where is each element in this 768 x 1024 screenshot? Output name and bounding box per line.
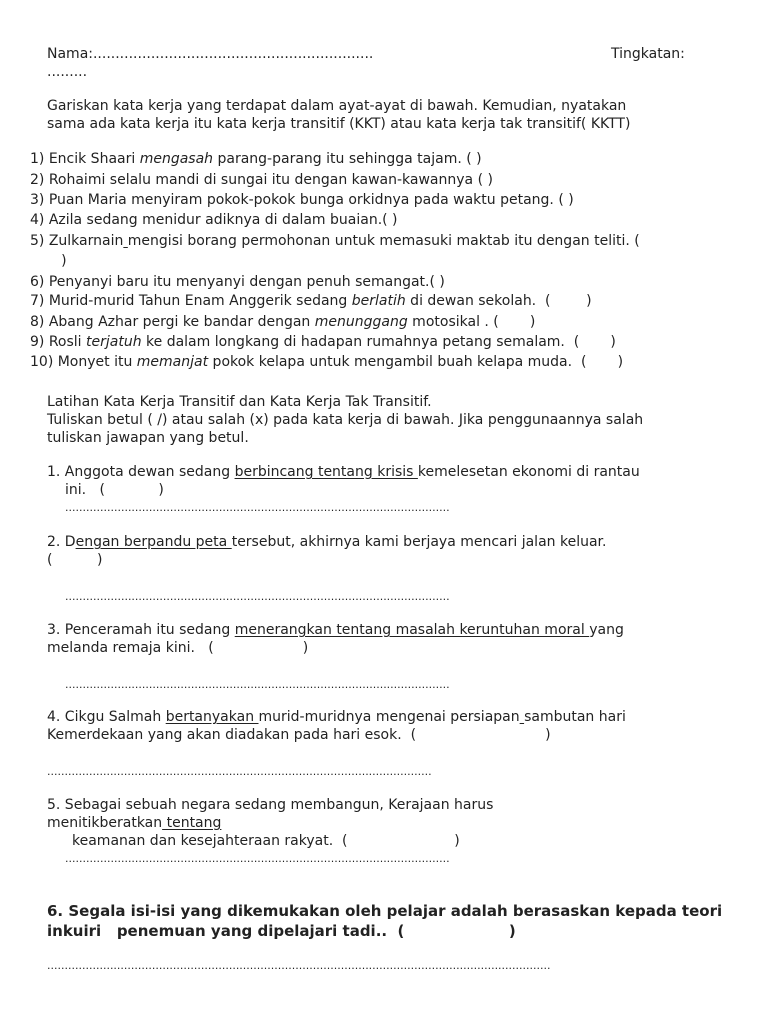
exercise-item-5: 5) Zulkarnain mengisi borang permohonan untuk memasuki maktab itu dengan teliti. ( (30, 233, 640, 249)
answer-line-4[interactable]: .............................................................................................................. (47, 765, 432, 778)
answer-line-2[interactable]: .............................................................................................................. (65, 590, 450, 603)
exercise-item-6: 6) Penyanyi baru itu menyanyi dengan penuh semangat.( ) (30, 274, 445, 290)
exercise-item-10: 10) Monyet itu memanjat pokok kelapa untuk mengambil buah kelapa muda. ( ) (30, 354, 624, 370)
question-3-cont: melanda remaja kini. ( ) (47, 640, 309, 656)
answer-line-1[interactable]: .............................................................................................................. (65, 501, 450, 514)
name-field-label: Nama:............................................................... (47, 46, 374, 62)
exercise-item-1: 1) Encik Shaari mengasah parang-parang itu sehingga tajam. ( ) (30, 151, 482, 167)
section2-instruction-line2: tuliskan jawapan yang betul. (47, 430, 249, 446)
exercise-item-2: 2) Rohaimi selalu mandi di sungai itu dengan kawan-kawannya ( ) (30, 172, 493, 188)
exercise-item-3: 3) Puan Maria menyiram pokok-pokok bunga orkidnya pada waktu petang. ( ) (30, 192, 574, 208)
exercise-item-9: 9) Rosli terjatuh ke dalam longkang di hadapan rumahnya petang semalam. ( ) (30, 334, 616, 350)
exercise-item-5-cont: ) (30, 253, 67, 269)
question-2: 2. Dengan berpandu peta tersebut, akhirnya kami berjaya mencari jalan keluar. (47, 534, 607, 550)
exercise-item-7: 7) Murid-murid Tahun Enam Anggerik sedang berlatih di dewan sekolah. ( ) (30, 293, 592, 309)
answer-line-5[interactable]: .............................................................................................................. (65, 852, 450, 865)
question-2-cont: ( ) (47, 552, 103, 568)
question-3: 3. Penceramah itu sedang menerangkan tentang masalah keruntuhan moral yang (47, 622, 624, 638)
section2-title: Latihan Kata Kerja Transitif dan Kata Kerja Tak Transitif. (47, 394, 432, 410)
tingkatan-field-label: Tingkatan: (611, 46, 685, 62)
question-4: 4. Cikgu Salmah bertanyakan murid-muridnya mengenai persiapan sambutan hari (47, 709, 626, 725)
exercise-item-4: 4) Azila sedang menidur adiknya di dalam buaian.( ) (30, 212, 398, 228)
section2-instruction-line1: Tuliskan betul ( /) atau salah (x) pada kata kerja di bawah. Jika penggunaannya salah (47, 412, 644, 428)
question-4-cont: Kemerdekaan yang akan diadakan pada hari esok. ( ) (47, 727, 551, 743)
question-6-cont: inkuiri penemuan yang dipelajari tadi.. ( ) (47, 922, 516, 940)
section1-instruction-line2: sama ada kata kerja itu kata kerja transitif (KKT) atau kata kerja tak transitif( KKTT) (47, 116, 631, 132)
question-5-line3: keamanan dan kesejahteraan rakyat. ( ) (72, 833, 460, 849)
question-6: 6. Segala isi-isi yang dikemukakan oleh pelajar adalah berasaskan kepada teori (47, 902, 723, 920)
section1-instruction-line1: Gariskan kata kerja yang terdapat dalam ayat-ayat di bawah. Kemudian, nyatakan (47, 98, 627, 114)
exercise-item-8: 8) Abang Azhar pergi ke bandar dengan menunggang motosikal . ( ) (30, 314, 536, 330)
tingkatan-dots: ......... (47, 64, 88, 80)
question-5-line2: menitikberatkan tentang (47, 815, 222, 831)
question-1: 1. Anggota dewan sedang berbincang tentang krisis kemelesetan ekonomi di rantau (47, 464, 640, 480)
question-5: 5. Sebagai sebuah negara sedang membangun, Kerajaan harus (47, 797, 494, 813)
answer-line-6[interactable]: ................................................................................................................................................ (47, 959, 551, 972)
answer-line-3[interactable]: .............................................................................................................. (65, 678, 450, 691)
question-1-cont: ini. ( ) (65, 482, 164, 498)
